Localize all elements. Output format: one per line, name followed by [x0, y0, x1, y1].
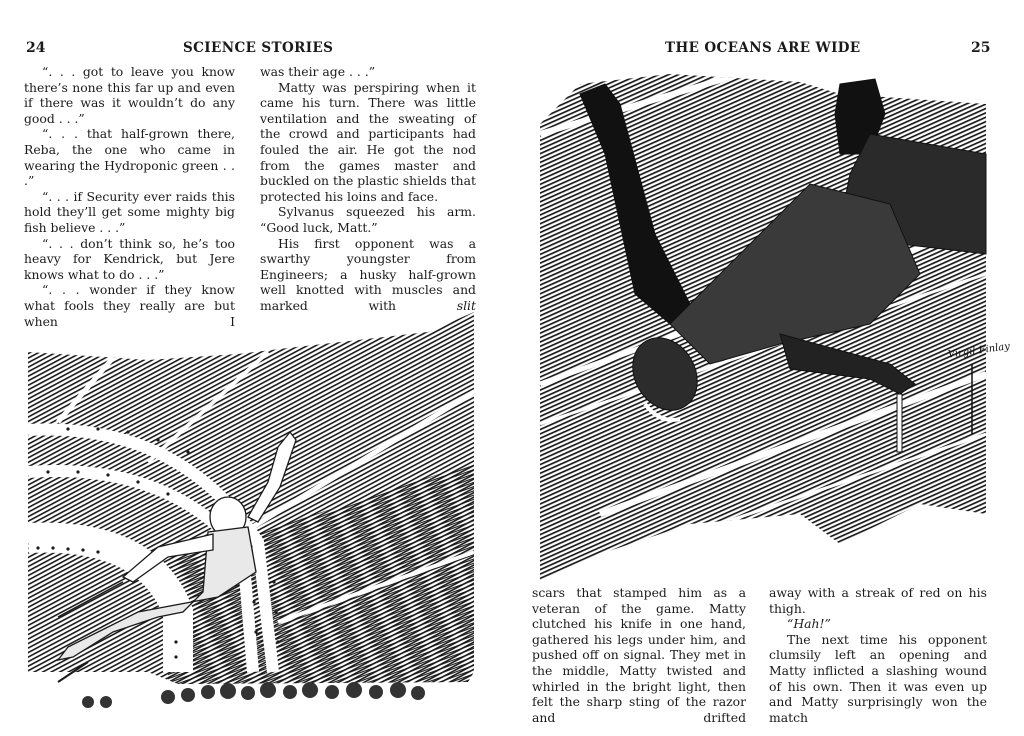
paragraph: “. . . got to leave you know there’s none this far up and even if there was it wouldn’t do any good . . .” [24, 64, 235, 126]
right-page [512, 0, 1024, 736]
illustration-knife-fighter-icon [540, 74, 1011, 580]
paragraph [260, 236, 476, 314]
page-number-right: 25 [971, 40, 991, 56]
paragraph: The next time his opponent clumsily left an opening and Matty inflicted a slashing wound of his own. Then it was even up and Matty surprisingly won the match [769, 631, 987, 725]
paragraph: “. . . that half-grown there, Reba, the one who came in wearing the Hydroponic green . . .” [24, 126, 235, 189]
right-column-2 [769, 585, 987, 725]
paragraph: “. . . wonder if they know what fools they really are but when I [24, 282, 235, 329]
knife-blade [897, 394, 902, 452]
left-column-2 [260, 64, 476, 314]
left-column-1 [24, 64, 235, 329]
illustration-floating-man-icon [28, 312, 476, 712]
italic-word: slit [456, 297, 476, 313]
paragraph: was their age . . .” [260, 64, 376, 79]
paragraph: away with a streak of red on his thigh. [769, 585, 987, 616]
page-number-left: 24 [26, 40, 46, 56]
italic-exclamation: “Hah!” [787, 616, 831, 632]
running-head-left: SCIENCE STORIES [183, 40, 334, 56]
paragraph: “. . . don’t think so, he’s too heavy for Kendrick, but Jere knows what to do . . .” [24, 235, 235, 282]
artist-signature: Virgil Finlay [947, 341, 1011, 361]
paragraph: “. . . if Security ever raids this hold they’ll get some mighty big fish believe . . .” [24, 188, 235, 235]
right-column-1 [532, 585, 746, 725]
paragraph: Sylvanus squeezed his arm. “Good luck, Matt.” [260, 204, 476, 235]
illustration-floating-man [28, 312, 476, 712]
paragraph [769, 616, 987, 632]
paragraph: Matty was perspiring when it came his turn. There was little ventilation and the sweating of the crowd and participants had fouled the air. He got the nod from the games master and buckled on the plastic shields that protected his loins and face. [260, 79, 476, 204]
crowd-heads [82, 682, 425, 708]
paragraph-text: His first opponent was a swarthy youngster from Engineers; a husky half-grown well knotted with muscles and marked with [260, 235, 476, 313]
running-head-right: THE OCEANS ARE WIDE [665, 40, 861, 56]
illustration-knife-fighter [540, 74, 1011, 580]
paragraph: scars that stamped him as a veteran of the game. Matty clutched his knife in one hand, gathered his legs under him, and pushed off on signal. They met in the middle, Matty twisted and whirled in the bright light, then felt the sharp sting of the razor and drifted [532, 585, 746, 725]
